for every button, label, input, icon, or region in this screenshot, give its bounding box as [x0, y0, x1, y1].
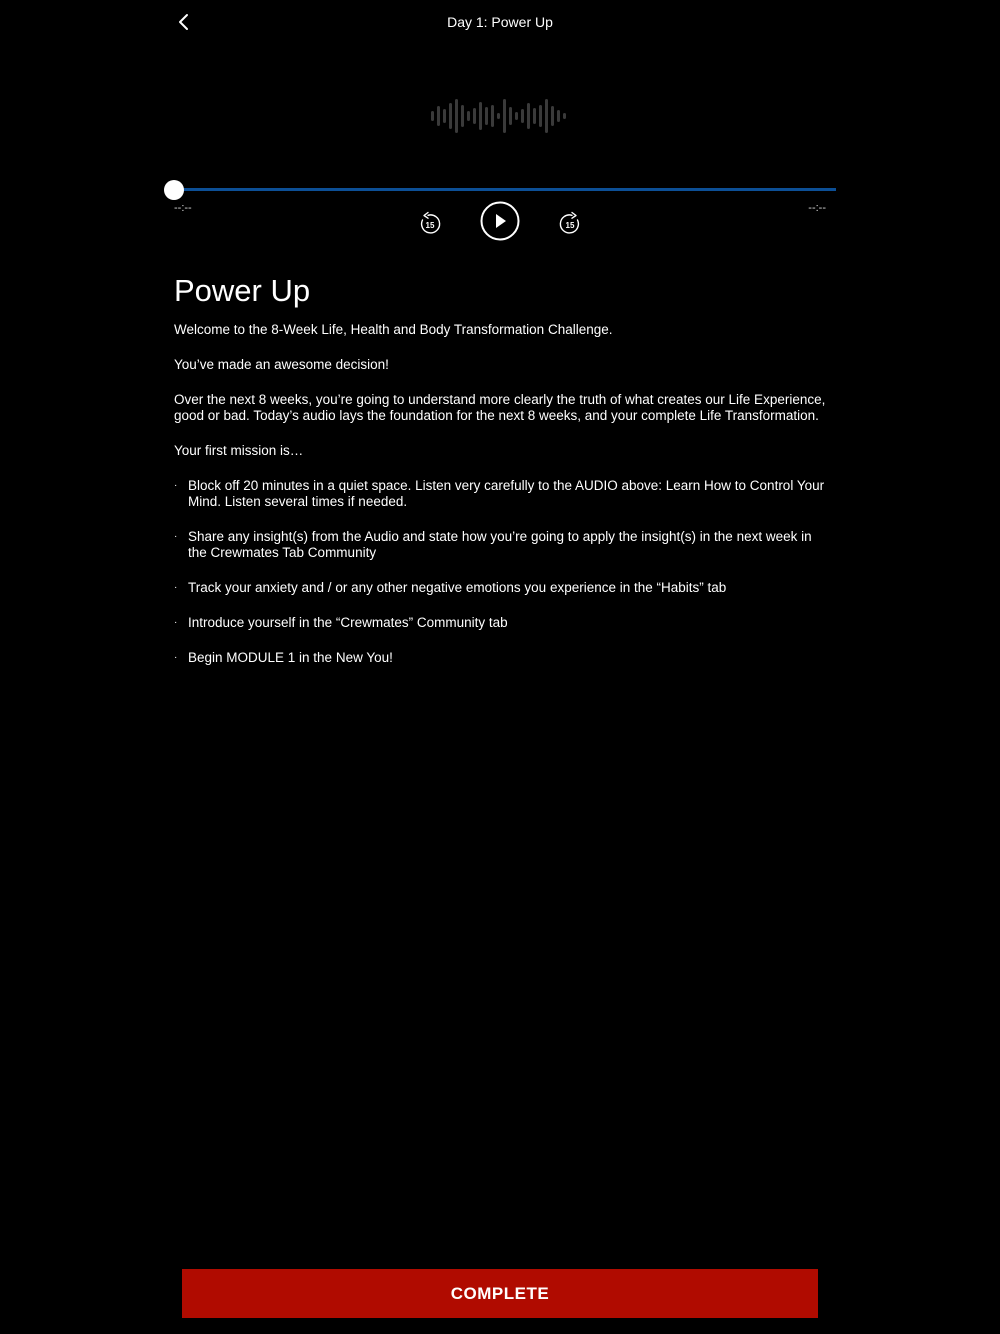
list-item-text: Track your anxiety and / or any other negative emotions you experience in the “Habits” tab	[188, 580, 727, 595]
bullet-dot: ·	[174, 652, 178, 663]
list-item	[174, 615, 826, 631]
article	[174, 270, 826, 685]
forward-15-button[interactable]	[557, 211, 583, 237]
article-heading: Power Up	[174, 273, 311, 308]
mission-paragraph: Your first mission is…	[174, 443, 304, 458]
progress-track[interactable]	[174, 188, 836, 191]
bullet-dot: ·	[174, 480, 178, 491]
bullet-dot: ·	[174, 582, 178, 593]
complete-button[interactable]: COMPLETE	[182, 1269, 818, 1318]
nav-bar	[0, 0, 1000, 44]
page-title: Day 1: Power Up	[447, 14, 553, 30]
play-button[interactable]	[480, 201, 520, 241]
remaining-time: --:--	[808, 202, 826, 214]
elapsed-time: --:--	[174, 202, 192, 214]
rewind-15-button[interactable]	[417, 211, 443, 237]
rewind-seconds-label: 15	[425, 221, 435, 230]
list-item	[174, 478, 826, 510]
list-item-text: Introduce yourself in the “Crewmates” Community tab	[188, 615, 508, 630]
rewind-15-icon	[422, 213, 440, 233]
bullet-dot: ·	[174, 617, 178, 628]
intro-paragraph: Welcome to the 8-Week Life, Health and Body Transformation Challenge.	[174, 322, 613, 337]
decision-paragraph: You’ve made an awesome decision!	[174, 357, 389, 372]
play-icon	[482, 203, 519, 240]
list-item	[174, 529, 826, 561]
overview-paragraph: Over the next 8 weeks, you’re going to understand more clearly the truth of what creates our Life Experience, good or bad. Today’s audio lays the foundation for the next 8 weeks, and your complete Life Transformation.	[174, 392, 826, 423]
waveform-icon	[428, 96, 572, 136]
mission-list	[174, 478, 826, 666]
progress-thumb[interactable]	[164, 180, 184, 200]
forward-15-icon	[560, 213, 578, 233]
list-item-text: Share any insight(s) from the Audio and state how you’re going to apply the insight(s) in the next week in the Crewmates Tab Community	[188, 529, 812, 560]
list-item-text: Begin MODULE 1 in the New You!	[188, 650, 393, 665]
list-item	[174, 650, 826, 666]
list-item-text: Block off 20 minutes in a quiet space. Listen very carefully to the AUDIO above: Learn How to Control Your Mind. Listen several times if needed.	[188, 478, 825, 509]
list-item	[174, 580, 826, 596]
bullet-dot: ·	[174, 531, 178, 542]
forward-seconds-label: 15	[565, 221, 575, 230]
